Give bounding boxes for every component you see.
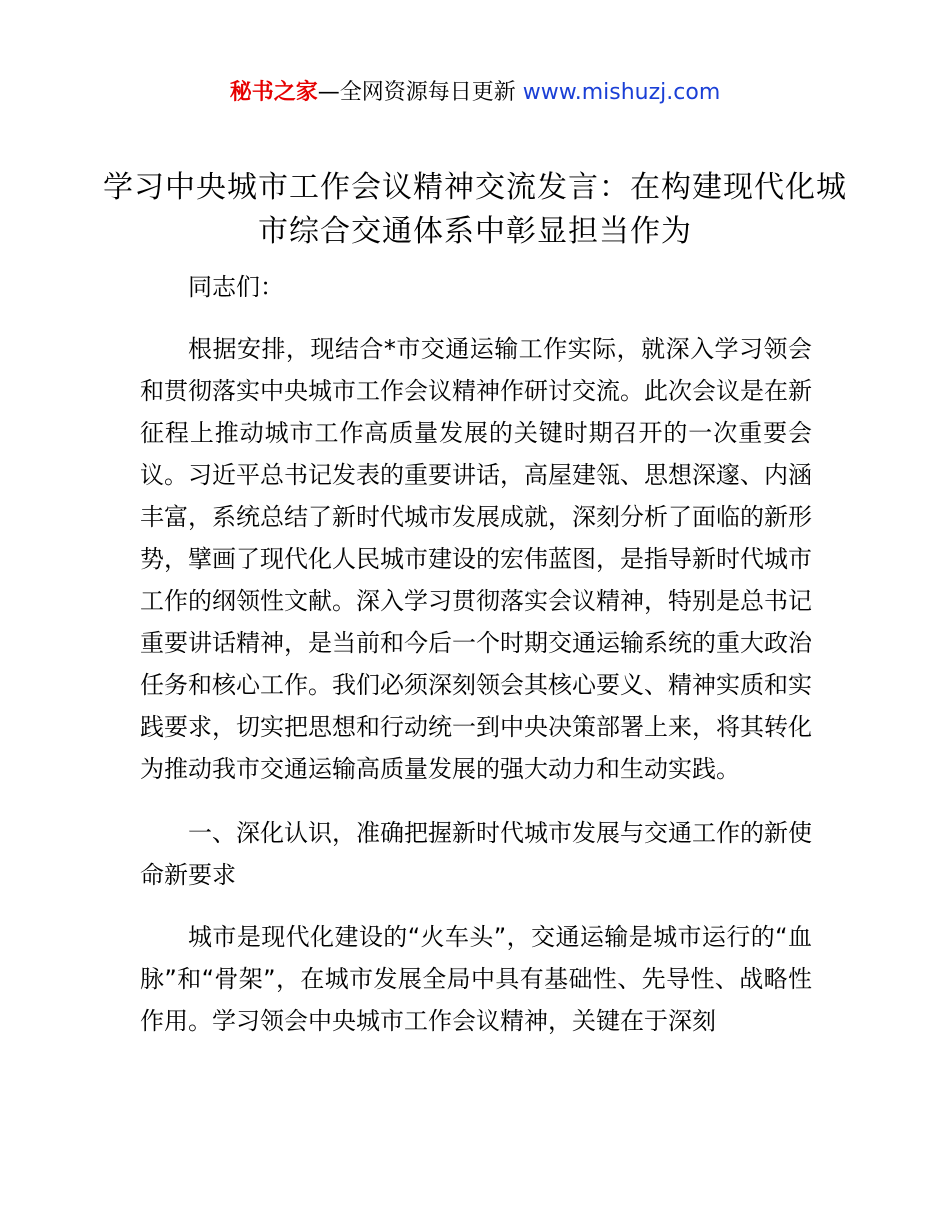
paragraph-1: 根据安排，现结合*市交通运输工作实际，就深入学习领会和贯彻落实中央城市工作会议精神作研讨交流。此次会议是在新征程上推动城市工作高质量发展的关键时期召开的一次重要会议。习近平总书记发表的重要讲话，高屋建瓴、思想深邃、内涵丰富，系统总结了新时代城市发展成就，深刻分析了面临的新形势，擘画了现代化人民城市建设的宏伟蓝图，是指导新时代城市工作的纲领性文献。深入学习贯彻落实会议精神，特别是总书记重要讲话精神，是当前和今后一个时期交通运输系统的重大政治任务和核心工作。我们必须深刻领会其核心要义、精神实质和实践要求，切实把思想和行动统一到中央决策部署上来，将其转化为推动我市交通运输高质量发展的强大动力和生动实践。 <box>140 335 812 783</box>
section-1-heading: 一、深化认识，准确把握新时代城市发展与交通工作的新使命新要求 <box>140 819 812 889</box>
site-url[interactable]: www.mishuzj.com <box>522 80 721 105</box>
site-tagline: —全网资源每日更新 <box>317 80 523 105</box>
document-body <box>140 266 812 1042</box>
greeting: 同志们： <box>188 273 284 301</box>
paragraph-2: 城市是现代化建设的“火车头”，交通运输是城市运行的“血脉”和“骨架”，在城市发展全局中具有基础性、先导性、战略性作用。学习领会中央城市工作会议精神，关键在于深刻 <box>140 923 812 1035</box>
site-header <box>0 78 950 108</box>
document-title: 学习中央城市工作会议精神交流发言：在构建现代化城市综合交通体系中彰显担当作为 <box>103 170 847 249</box>
site-brand: 秘书之家 <box>229 80 318 105</box>
